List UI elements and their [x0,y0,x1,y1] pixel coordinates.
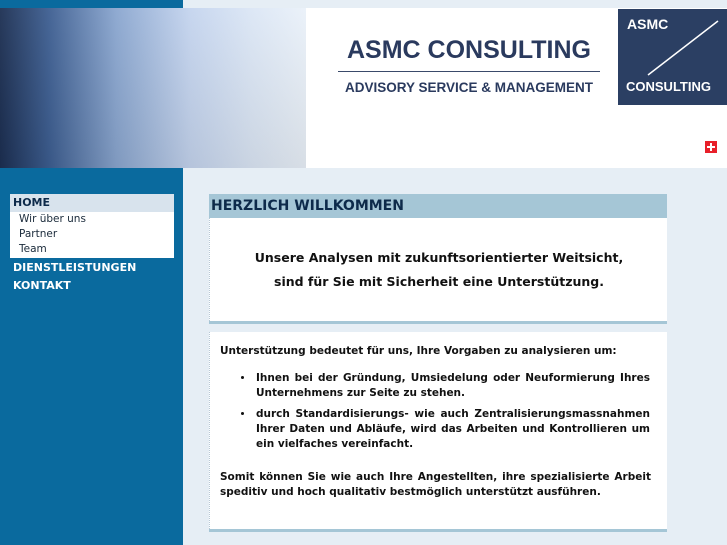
bullet-item: • Ihnen bei der Gründung, Umsiedelung oder Neuformierung Ihres Unternehmens zur Seite zu stehen. [254,371,650,401]
logo-text-top: ASMC [627,16,669,32]
header-gradient-image [0,8,306,168]
logo-text-bottom: CONSULTING [626,79,711,94]
subnav [10,212,174,258]
company-logo[interactable] [618,9,727,105]
section-divider [209,321,667,324]
welcome-line-2: sind für Sie mit Sicherheit eine Unterstützung. [274,274,604,289]
welcome-heading: HERZLICH WILLKOMMEN [209,194,667,218]
swiss-flag-icon[interactable] [705,141,717,153]
nav-item-services[interactable]: DIENSTLEISTUNGEN [13,261,137,274]
section-divider-bottom [209,529,667,532]
nav-item-contact[interactable]: KONTAKT [13,279,71,292]
body-bullet-list [228,371,650,458]
subnav-item-team[interactable]: Team [19,243,47,255]
body-panel [209,332,667,529]
brand-title: ASMC CONSULTING [347,36,591,64]
body-outro: Somit können Sie wie auch Ihre Angestellten, ihre spezialisierte Arbeit speditiv und hoch qualitativ bestmöglich unterstützt ausführen. [220,471,651,498]
nav-item-home[interactable]: HOME [10,194,174,212]
subnav-item-about[interactable]: Wir über uns [19,213,86,225]
welcome-panel [209,218,667,321]
brand-divider [338,71,600,72]
body-intro: Unterstützung bedeutet für uns, Ihre Vorgaben zu analysieren um: [220,345,617,357]
welcome-line-1: Unsere Analysen mit zukunftsorientierter Weitsicht, [254,250,624,265]
brand-subtitle: ADVISORY SERVICE & MANAGEMENT [344,80,594,95]
top-bar-left [0,0,183,8]
subnav-item-partner[interactable]: Partner [19,228,58,240]
bullet-item: • durch Standardisierungs- wie auch Zentralisierungsmassnahmen Ihrer Daten und Abläufe, wird das Arbeiten und Kontrollieren um ein vielfaches vereinfacht. [254,407,650,452]
top-bar-right [183,0,727,8]
